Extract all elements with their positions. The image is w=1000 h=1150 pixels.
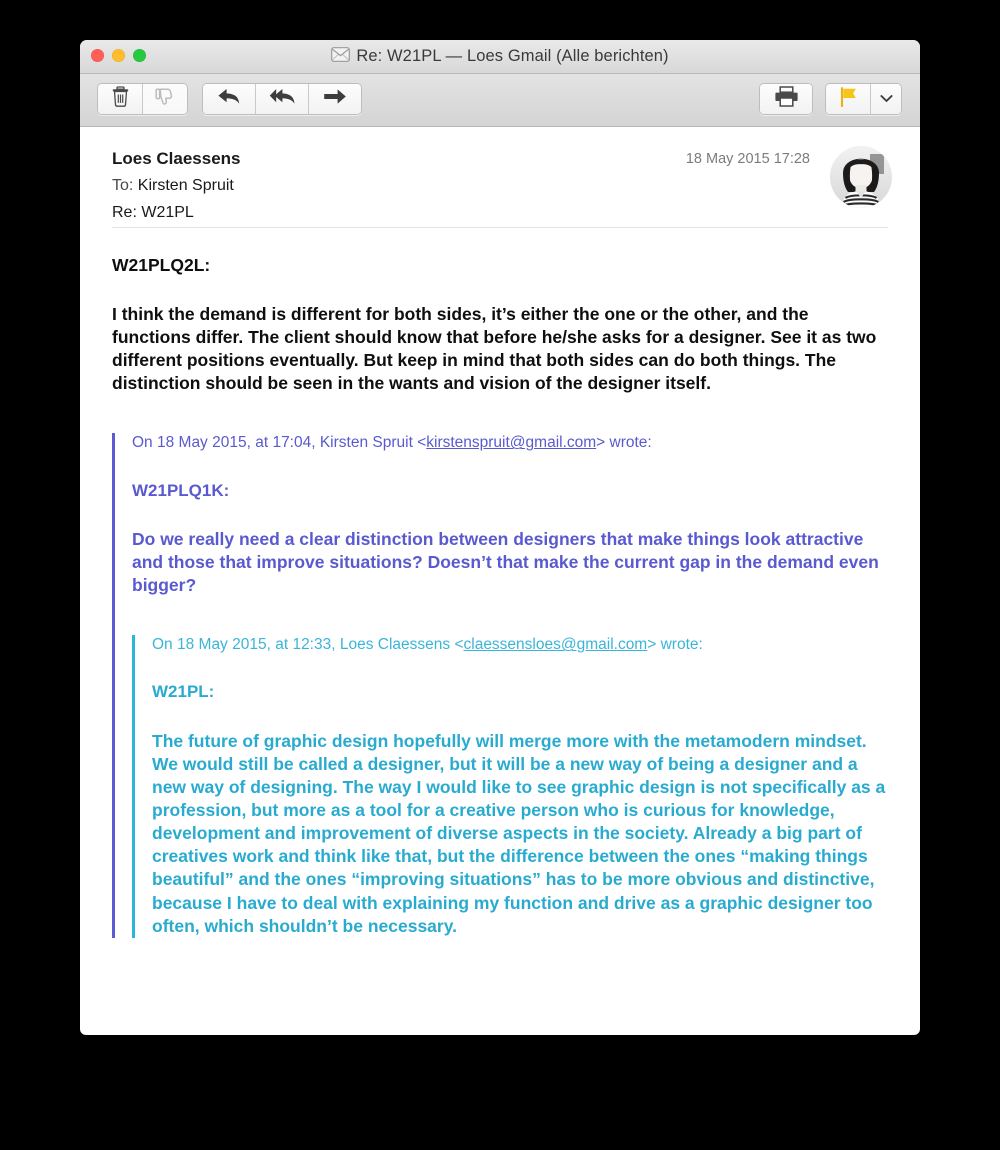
message-date: 18 May 2015 17:28 — [685, 151, 810, 167]
body-paragraph: I think the demand is different for both sides, it’s either the one or the other, and the functions differ. The client should know that before he/she asks for a designer. See it as two different positions eventually. But keep in mind that both sides can do both things. The distinction should be seen in the wants and vision of the designer itself. — [112, 304, 877, 394]
forward-button[interactable] — [309, 84, 361, 114]
quote-2-paragraph: The future of graphic design hopefully will merge more with the metamodern mindset. We would still be called a designer, but it will be a new way of being a designer and a new way of designing. The way I would like to see graphic design is not specifically as a profession, but more as a tool for a creative person who is curious for knowledge, development and improvement of diverse aspects in the society. Already a big part of creatives work and think like that, but the difference between the ones “making things beautiful” and the ones “improving situations” has to be more obvious and distinctive, because I have to deal with explaining my function and drive as a graphic designer too often, which shouldn’t be necessary. — [152, 730, 886, 936]
quote-1-attrib-prefix: On 18 May 2015, at 17:04, Kirsten Spruit < — [132, 434, 427, 452]
window-title: Re: W21PL — Loes Gmail (Alle berichten) — [356, 47, 669, 65]
avatar — [830, 146, 892, 208]
printer-icon — [775, 86, 798, 112]
flag-menu-button[interactable] — [871, 84, 901, 114]
sender-name: Loes Claessens — [112, 149, 241, 168]
recipient-line — [112, 178, 888, 194]
reply-all-button[interactable] — [256, 84, 309, 114]
toolbar-group-delete — [97, 83, 188, 115]
message-body — [80, 228, 920, 938]
toolbar — [80, 74, 920, 127]
trash-icon — [112, 86, 129, 112]
toolbar-group-print — [759, 83, 813, 115]
quoted-message-level-2 — [132, 635, 888, 937]
quote-2-email-link[interactable]: claessensloes@gmail.com — [463, 636, 648, 654]
quote-1-paragraph: Do we really need a clear distinction between designers that make things look attractive and those that improve situations? Doesn’t that make the current gap in the demand even bigger? — [132, 529, 879, 596]
close-button[interactable] — [91, 49, 104, 62]
junk-button[interactable] — [143, 84, 187, 114]
quote-2-attribution — [152, 635, 888, 655]
toolbar-group-flag — [825, 83, 902, 115]
body-heading: W21PLQ2L: — [112, 255, 211, 275]
quoted-message-level-1 — [112, 433, 888, 937]
flag-button[interactable] — [826, 84, 871, 114]
reply-button[interactable] — [203, 84, 256, 114]
subject-text: Re: W21PL — [112, 204, 194, 221]
thumbs-down-icon — [155, 87, 175, 112]
recipient-name[interactable]: Kirsten Spruit — [137, 177, 234, 194]
maximize-button[interactable] — [133, 49, 146, 62]
traffic-lights — [91, 49, 146, 62]
toolbar-group-reply — [202, 83, 362, 115]
print-button[interactable] — [760, 84, 812, 114]
minimize-button[interactable] — [112, 49, 125, 62]
quote-2-heading: W21PL: — [152, 682, 215, 702]
subject-line — [112, 205, 888, 221]
message-header — [80, 127, 920, 221]
quote-1-heading: W21PLQ1K: — [132, 480, 230, 500]
window-title-wrap — [80, 40, 920, 73]
quote-2-attrib-suffix: > wrote: — [647, 636, 703, 654]
quote-2-attrib-prefix: On 18 May 2015, at 12:33, Loes Claessens < — [152, 636, 464, 654]
chevron-down-icon — [880, 90, 893, 108]
envelope-icon — [331, 47, 350, 67]
mail-window — [80, 40, 920, 1035]
quote-1-email-link[interactable]: kirstenspruit@gmail.com — [426, 434, 597, 452]
delete-button[interactable] — [98, 84, 143, 114]
quote-1-attrib-suffix: > wrote: — [596, 434, 652, 452]
to-label: To: — [112, 177, 134, 194]
forward-arrow-icon — [323, 88, 347, 110]
window-titlebar — [80, 40, 920, 74]
reply-arrow-icon — [217, 87, 241, 111]
flag-icon — [839, 87, 858, 112]
quote-1-attribution — [132, 433, 888, 453]
reply-all-arrow-icon — [269, 87, 296, 111]
